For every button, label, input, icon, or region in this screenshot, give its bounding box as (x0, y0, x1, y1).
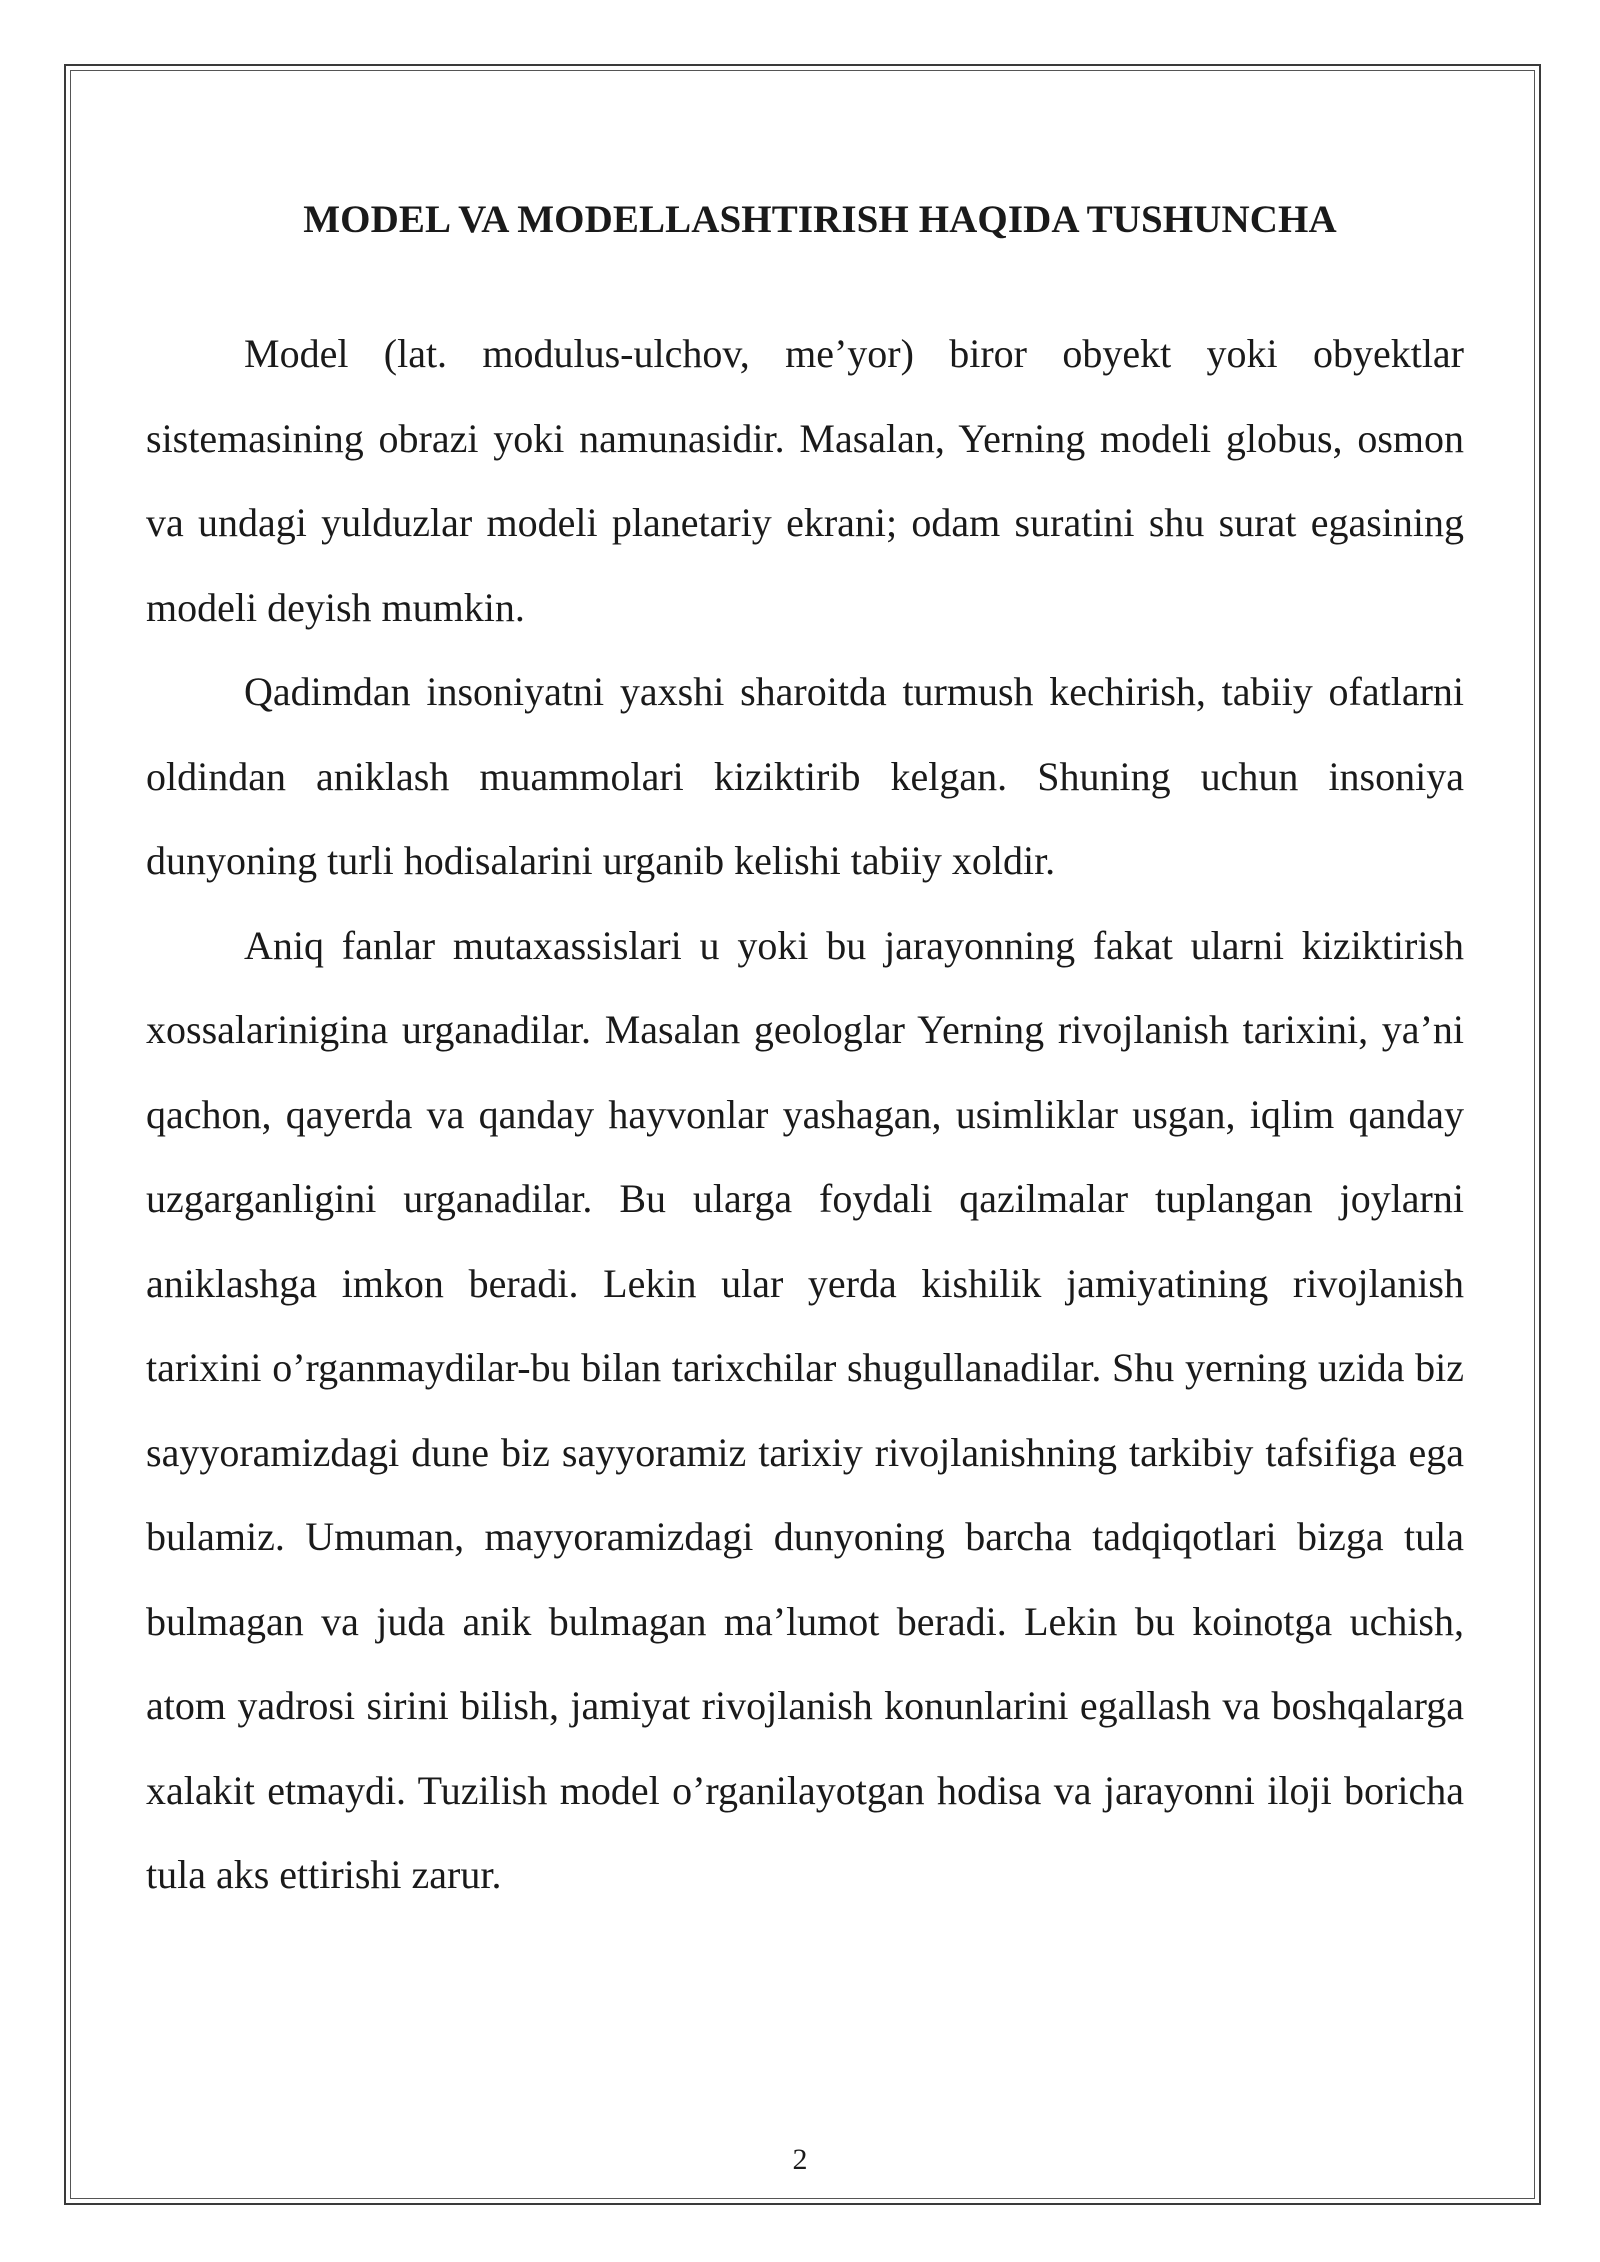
paragraph-3: Aniq fanlar mutaxassislari u yoki bu jarayonning fakat ularni kiziktirish xossalarinigina urganadilar. Masalan geologlar Yerning rivojlanish tarixini, ya’ni qachon, qayerda va qanday hayvonlar yashagan, usimliklar usgan, iqlim qanday uzgarganligini urganadilar. Bu ularga foydali qazilmalar tuplangan joylarni aniklashga imkon beradi. Lekin ular yerda kishilik jamiyatining rivojlanish tarixini o’rganmaydilar-bu bilan tarixchilar shugullanadilar. Shu yerning uzida biz sayyoramizdagi dune biz sayyoramiz tarixiy rivojlanishning tarkibiy tafsifiga ega bulamiz. Umuman, mayyoramizdagi dunyoning barcha tadqiqotlari bizga tula bulmagan va juda anik bulmagan ma’lumot beradi. Lekin bu koinotga uchish, atom yadrosi sirini bilish, jamiyat rivojlanish konunlarini egallash va boshqalarga xalakit etmaydi. Tuzilish model o’rganilayotgan hodisa va jarayonni iloji boricha tula aks ettirishi zarur. (146, 922, 1464, 1897)
paragraph-1: Model (lat. modulus-ulchov, me’yor) biror obyekt yoki obyektlar sistemasining obrazi yoki namunasidir. Masalan, Yerning modeli globus, osmon va undagi yulduzlar modeli planetariy ekrani; odam suratini shu surat egasining modeli deyish mumkin. (146, 331, 1464, 630)
document-title: MODEL VA MODELLASHTIRISH HAQIDA TUSHUNCHA (303, 198, 1337, 241)
document-body (146, 312, 1464, 1918)
page-number: 2 (792, 2143, 808, 2176)
page-content (146, 190, 1464, 1918)
paragraph-2: Qadimdan insoniyatni yaxshi sharoitda turmush kechirish, tabiiy ofatlarni oldindan aniklash muammolari kiziktirib kelgan. Shuning uchun insoniya dunyoning turli hodisalarini urganib kelishi tabiiy xoldir. (146, 669, 1464, 883)
